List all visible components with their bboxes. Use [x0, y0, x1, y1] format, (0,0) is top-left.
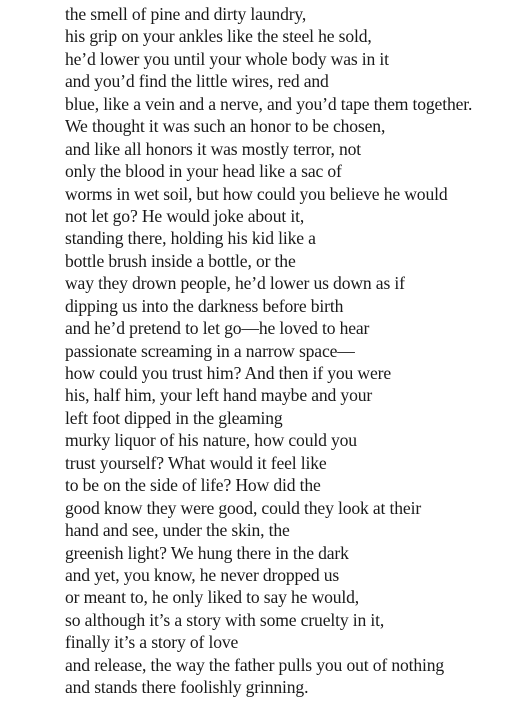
poem-line: blue, like a vein and a nerve, and you’d tape them together.: [65, 93, 473, 114]
poem-line: hand and see, under the skin, the: [65, 520, 290, 541]
poem-line: and like all honors it was mostly terror, not: [65, 138, 361, 159]
poem-line: good know they were good, could they look at their: [65, 497, 422, 518]
poem-line: and you’d find the little wires, red and: [65, 71, 329, 92]
poem-line: and stands there foolishly grinning.: [65, 677, 309, 698]
poem-line: he’d lower you until your whole body was in it: [65, 48, 389, 69]
poem-line: left foot dipped in the gleaming: [65, 407, 283, 428]
poem-line: his, half him, your left hand maybe and your: [65, 385, 373, 406]
poem-line: bottle brush inside a bottle, or the: [65, 250, 296, 271]
poem-line: how could you trust him? And then if you were: [65, 363, 392, 383]
poem-line: standing there, holding his kid like a: [65, 228, 316, 249]
poem-line: to be on the side of life? How did the: [65, 475, 321, 496]
poem-line: finally it’s a story of love: [65, 632, 239, 653]
poem-line: dipping us into the darkness before birth: [65, 295, 344, 316]
poem-line: so although it’s a story with some cruelty in it,: [65, 609, 385, 630]
poem-line: passionate screaming in a narrow space—: [65, 340, 355, 361]
poem-line: and he’d pretend to let go—he loved to hear: [65, 318, 370, 339]
poem-line: worms in wet soil, but how could you believe he would: [65, 183, 448, 204]
poem-line: and release, the way the father pulls you out of nothing: [65, 654, 445, 675]
poem-line: his grip on your ankles like the steel he sold,: [65, 26, 372, 47]
poem-line: only the blood in your head like a sac of: [65, 161, 342, 182]
poem-line: way they drown people, he’d lower us down as if: [65, 273, 405, 294]
poem-line: trust yourself? What would it feel like: [65, 452, 327, 473]
poem-line: the smell of pine and dirty laundry,: [65, 4, 307, 24]
poem-line: greenish light? We hung there in the dark: [65, 542, 349, 563]
poem-line: murky liquor of his nature, how could you: [65, 430, 357, 451]
poem-line: We thought it was such an honor to be chosen,: [65, 116, 386, 137]
poem-line: not let go? He would joke about it,: [65, 205, 305, 226]
poem-line: or meant to, he only liked to say he would,: [65, 587, 360, 608]
poem-text: [65, 3, 472, 699]
poem-line: and yet, you know, he never dropped us: [65, 564, 340, 585]
